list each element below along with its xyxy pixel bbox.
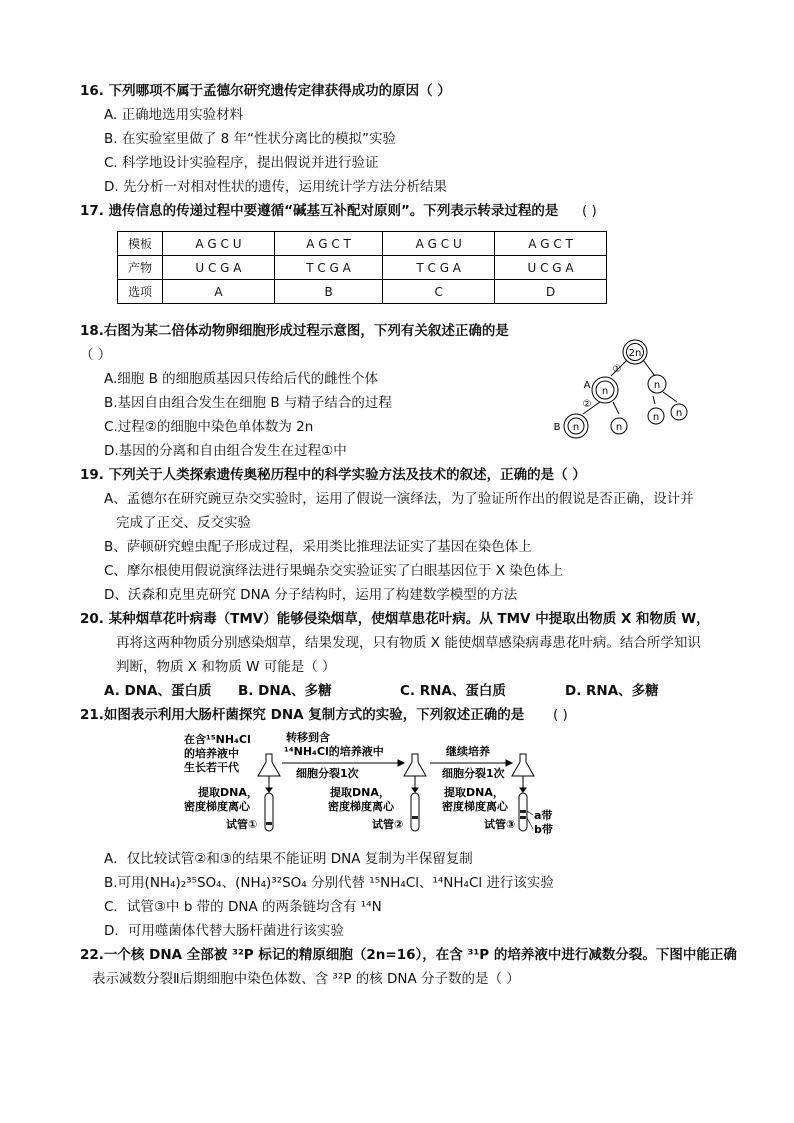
fig-text: b带 [534,823,553,836]
q21-option-d: D．可用噬菌体代替大肠杆菌进行该实验 [104,923,344,939]
fig-text: ¹⁴NH₄Cl的培养液中 [284,745,384,758]
q16-option-c: C. 科学地设计实验程序，提出假说并进行验证 [104,155,379,171]
node-n: n [675,408,683,419]
q21-stem-text: 21.如图表示利用大肠杆菌探究 DNA 复制方式的实验，下列叙述正确的是 [80,707,525,723]
fig-text: 密度梯度离心 [442,800,508,813]
q18-paren: （ ） [80,347,112,363]
q19-option-a: A、孟德尔在研究豌豆杂交实验时，运用了假说一演绎法，为了验证所作出的假说是否正确，设计并 [104,491,694,507]
table-cell: 产物 [118,256,163,280]
q21-stem [80,706,524,724]
q20-line-1 [80,610,710,628]
fig-text: 提取DNA， [198,786,258,799]
fig-text: 提取DNA， [330,786,390,799]
fig-text: 在含¹⁵NH₄Cl [184,733,251,746]
q19-option-b: B、萨顿研究蝗虫配子形成过程，采用类比推理法证实了基因在染色体上 [104,539,532,555]
table-cell: T C G A [274,256,382,280]
q22-line-1-text: 22.一个核 DNA 全部被 ³²P 标记的精原细胞（2n=16），在含 ³¹P 的培养液中进行减数分裂。下图中能正确 [80,947,737,963]
label-a: A [583,380,591,391]
label-b: B [553,422,561,433]
q20-line-3: 判断，物质 X 和物质 W 可能是（ ） [116,659,336,675]
node-n: n [653,380,661,391]
q21-option-c: C．试管③中 b 带的 DNA 的两条链均含有 ¹⁴N [104,899,382,915]
fig-text: 试管③ [484,818,516,831]
table-cell: T C G A [383,256,495,280]
step-2-label: ② [582,399,592,410]
q19-option-c: C、摩尔根使用假说演绎法进行果蝇杂交实验证实了白眼基因位于 X 染色体上 [104,563,564,579]
q21-dna-replication-figure [180,730,560,838]
q16-option-d: D. 先分析一对相对性状的遗传，运用统计学方法分析结果 [104,179,447,195]
q20-line-2: 再将这两种物质分别感染烟草，结果发现，只有物质 X 能使烟草感染病毒患花叶病。结合所学知识 [116,635,701,651]
q22-line-1 [80,946,737,964]
q18-option-a: A.细胞 B 的细胞质基因只传给后代的雌性个体 [104,371,379,387]
table-cell: 选项 [118,280,163,304]
q18-option-c: C.过程②的细胞中染色单体数为 2n [104,419,314,435]
q20-option-a: A. DNA、蛋白质 [104,683,212,699]
table-cell: A G C U [383,232,495,256]
table-cell: 模板 [118,232,163,256]
fig-text: 生长若干代 [184,761,239,774]
node-n: n [615,422,623,433]
q19-stem-text: 19. 下列关于人类探索遗传奥秘历程中的科学实验方法及技术的叙述，正确的是（ ） [80,467,586,483]
fig-text: 密度梯度离心 [328,800,394,813]
q19-option-a-cont: 完成了正交、反交实验 [116,515,251,531]
q16-option-b: B. 在实验室里做了 8 年“性状分离比的模拟”实验 [104,131,397,147]
q20-option-b: B. DNA、多糖 [238,683,332,699]
q16-option-a: A. 正确地选用实验材料 [104,107,244,123]
q18-option-b: B.基因自由组合发生在细胞 B 与精子结合的过程 [104,395,392,411]
q17-stem [80,202,558,220]
table-row [118,232,607,256]
table-row [118,280,607,304]
table-cell: U C G A [163,256,275,280]
q17-paren: ( ) [582,203,597,219]
fig-text: 继续培养 [446,745,490,758]
q16-stem [80,82,451,100]
table-cell: A [163,280,275,304]
q21-option-a: A．仅比较试管②和③的结果不能证明 DNA 复制为半保留复制 [104,851,473,867]
table-cell: D [495,280,607,304]
table-cell: A G C T [274,232,382,256]
q19-stem [80,466,586,484]
q20-line-1-text: 20. 某种烟草花叶病毒（TMV）能够侵染烟草，使烟草患花叶病。从 TMV 中提取出物质 X 和物质 W， [80,611,710,627]
table-cell: U C G A [495,256,607,280]
fig-text: 细胞分裂1次 [296,767,359,780]
q21-paren: ( ) [553,707,568,723]
q17-stem-text: 17. 遗传信息的传递过程中要遵循“碱基互补配对原则”。下列表示转录过程的是 [80,203,559,219]
q22-line-2: 表示减数分裂Ⅱ后期细胞中染色体数、含 ³²P 的核 DNA 分子数的是（ ） [92,971,520,987]
q20-option-d: D. RNA、多糖 [565,683,659,699]
fig-text: a带 [534,809,553,822]
q18-stem-text: 18.右图为某二倍体动物卵细胞形成过程示意图，下列有关叙述正确的是 [80,323,509,339]
q19-option-d: D、沃森和克里克研究 DNA 分子结构时，运用了构建数学模型的方法 [104,587,518,603]
table-cell: C [383,280,495,304]
fig-text: 的培养液中 [184,747,239,760]
q18-oogenesis-diagram [545,338,705,442]
q18-stem [80,322,509,340]
node-2n: 2n [628,348,642,359]
fig-text: 提取DNA， [444,786,504,799]
q20-option-c: C. RNA、蛋白质 [400,683,506,699]
node-a-n: n [601,386,609,397]
node-n: n [652,412,660,423]
fig-text: 试管① [226,818,258,831]
fig-text: 密度梯度离心 [184,800,250,813]
table-cell: A G C T [495,232,607,256]
q21-option-b: B.可用(NH₄)₂³⁵SO₄、(NH₄)³²SO₄ 分别代替 ¹⁵NH₄Cl、¹⁴NH₄Cl 进行该实验 [104,875,554,891]
table-cell: B [274,280,382,304]
q17-table [117,231,607,304]
q16-stem-text: 16. 下列哪项不属于孟德尔研究遗传定律获得成功的原因（ ） [80,83,451,99]
step-1-label: ① [612,364,622,375]
table-cell: A G C U [163,232,275,256]
fig-text: 试管② [372,818,404,831]
node-b-n: n [572,422,580,433]
fig-text: 细胞分裂1次 [442,767,505,780]
table-row [118,256,607,280]
q18-option-d: D.基因的分离和自由组合发生在过程①中 [104,443,347,459]
fig-text: 转移到含 [286,731,330,744]
